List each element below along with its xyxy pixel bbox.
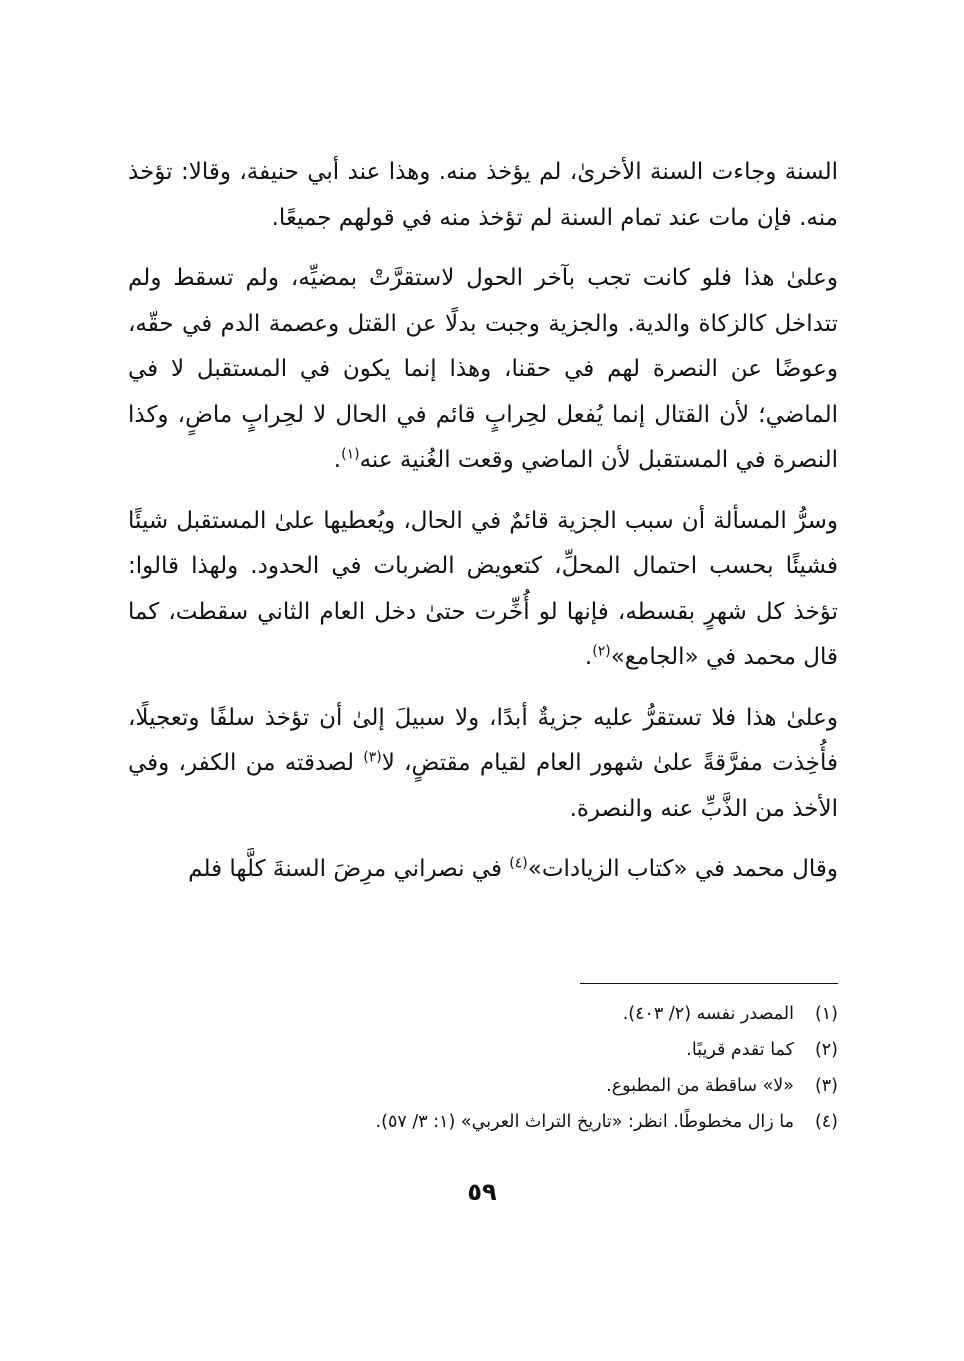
- paragraph-1: [128, 150, 838, 241]
- footnote-ref-2: (٢): [592, 643, 611, 660]
- paragraph-tail: .: [584, 644, 593, 670]
- footnote-divider: [580, 983, 838, 984]
- footnote-2: [128, 1032, 838, 1068]
- footnote-3: [128, 1068, 838, 1104]
- footnote-text: «لا» ساقطة من المطبوع.: [606, 1076, 794, 1096]
- footnote-text: ما زال مخطوطًا. انظر: «تاريخ التراث العربي» (١: ٣/ ٥٧).: [375, 1112, 794, 1132]
- footnote-text: كما تقدم قريبًا.: [686, 1040, 794, 1060]
- footnote-number: (٤): [814, 1112, 838, 1132]
- page-number: ٥٩: [467, 1178, 497, 1206]
- footnote-number: (١): [814, 1004, 838, 1024]
- footnote-text: المصدر نفسه (٢/ ٤٠٣).: [622, 1004, 794, 1024]
- paragraph-tail: في نصراني مرِضَ السنةَ كلَّها فلم: [188, 856, 510, 882]
- paragraph-text: وقال محمد في «كتاب الزيادات»: [527, 856, 838, 882]
- paragraph-text: السنة وجاءت السنة الأخرىٰ، لم يؤخذ منه. وهذا عند أبي حنيفة، وقالا: تؤخذ منه. فإن مات عند تمام السنة لم تؤخذ منه في قولهم جميعًا.: [128, 159, 838, 231]
- footnotes: [128, 996, 838, 1140]
- footnote-ref-4: (٤): [509, 855, 528, 872]
- footnote-ref-1: (١): [341, 446, 360, 463]
- main-text: [128, 150, 838, 908]
- paragraph-text: وعلىٰ هذا فلو كانت تجب بآخر الحول لاستقرَّتْ بمضيِّه، ولم تسقط ولم تتداخل كالزكاة والدية. والجزية وجبت بدلًا عن القتل وعصمة الدم في حقّه، وعوضًا عن النصرة لهم في حقنا، وهذا إنما يكون في المستقبل لا في الماضي؛ لأن القتال إنما يُفعل لحِرابٍ قائم في الحال لا لحِرابٍ ماضٍ، وكذا النصرة في المستقبل لأن الماضي وقعت الغُنية عنه: [128, 265, 838, 473]
- footnote-1: [128, 996, 838, 1032]
- footnote-number: (٣): [814, 1076, 838, 1096]
- paragraph-text: وسرُّ المسألة أن سبب الجزية قائمٌ في الحال، ويُعطيها علىٰ المستقبل شيئًا فشيئًا بحسب احتمال المحلِّ، كتعويض الضربات في الحدود. ولهذا قالوا: تؤخذ كل شهرٍ بقسطه، فإنها لو أُخِّرت حتىٰ دخل العام الثاني سقطت، كما قال محمد في «الجامع»: [128, 507, 838, 670]
- paragraph-tail: لصدقته من الكفر، وفي الأخذ من الذَّبِّ عنه والنصرة.: [128, 750, 838, 822]
- footnote-4: [128, 1104, 838, 1140]
- paragraph-4: [128, 696, 838, 833]
- footnote-number: (٢): [814, 1040, 838, 1060]
- footnote-ref-3: (٣): [363, 749, 382, 766]
- paragraph-2: [128, 256, 838, 484]
- paragraph-3: [128, 499, 838, 681]
- paragraph-text: وعلىٰ هذا فلا تستقرُّ عليه جزيةٌ أبدًا، ولا سبيلَ إلىٰ أن تؤخذ سلفًا وتعجيلًا، فأُخِذت مفرَّقةً علىٰ شهور العام لقيام مقتضٍ، لا: [128, 704, 838, 776]
- paragraph-5: [128, 847, 838, 893]
- paragraph-tail: .: [333, 447, 342, 473]
